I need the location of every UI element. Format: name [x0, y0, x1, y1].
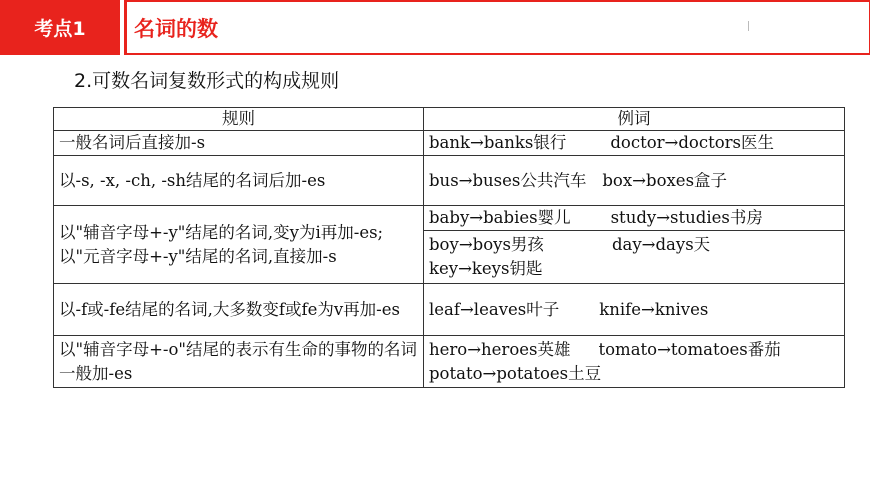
rule-cell: 以"辅音字母+-o"结尾的表示有生命的事物的名词一般加-es — [54, 336, 424, 388]
example: potato→potatoes土豆 — [429, 363, 602, 383]
example-cell — [424, 336, 845, 388]
example: knife→knives — [599, 299, 709, 319]
table-row — [54, 206, 845, 231]
example: day→days天 — [611, 235, 711, 254]
example: hero→heroes英雄 — [429, 339, 571, 359]
example-cell — [424, 206, 845, 231]
rule-cell: 以-s, -x, -ch, -sh结尾的名词后加-es — [54, 156, 424, 206]
rule-cell: 以-f或-fe结尾的名词,大多数变f或fe为v再加-es — [54, 284, 424, 336]
example: tomato→tomatoes番茄 — [598, 339, 781, 359]
table-row — [54, 156, 845, 206]
header-example: 例词 — [424, 108, 845, 131]
page-title: 名词的数 — [134, 16, 218, 41]
example-cell — [424, 284, 845, 336]
example: box→boxes盒子 — [602, 170, 728, 190]
header-bar — [124, 0, 870, 55]
example-cell — [424, 231, 845, 284]
example: study→studies书房 — [610, 208, 763, 227]
rule-cell: 一般名词后直接加-s — [54, 131, 424, 156]
example: bank→banks银行 — [429, 133, 567, 152]
example: leaf→leaves叶子 — [429, 299, 560, 319]
table-row — [54, 284, 845, 336]
header-rule: 规则 — [54, 108, 424, 131]
table-row — [54, 336, 845, 388]
example: baby→babies婴儿 — [429, 208, 571, 227]
example: boy→boys男孩 — [429, 235, 544, 254]
rule-cell: 以"辅音字母+-y"结尾的名词,变y为i再加-es;以"元音字母+-y"结尾的名词,直接加-s — [54, 206, 424, 284]
section-title: 2.可数名词复数形式的构成规则 — [74, 70, 340, 92]
table-row — [54, 131, 845, 156]
table-header-row — [54, 108, 845, 131]
rules-table — [53, 107, 845, 388]
header-divider — [748, 21, 749, 31]
example: key→keys钥匙 — [429, 259, 543, 278]
example-cell — [424, 156, 845, 206]
example-cell — [424, 131, 845, 156]
topic-tag: 考点1 — [0, 0, 120, 55]
header — [0, 0, 870, 55]
example: doctor→doctors医生 — [610, 133, 775, 152]
example: bus→buses公共汽车 — [429, 170, 587, 190]
